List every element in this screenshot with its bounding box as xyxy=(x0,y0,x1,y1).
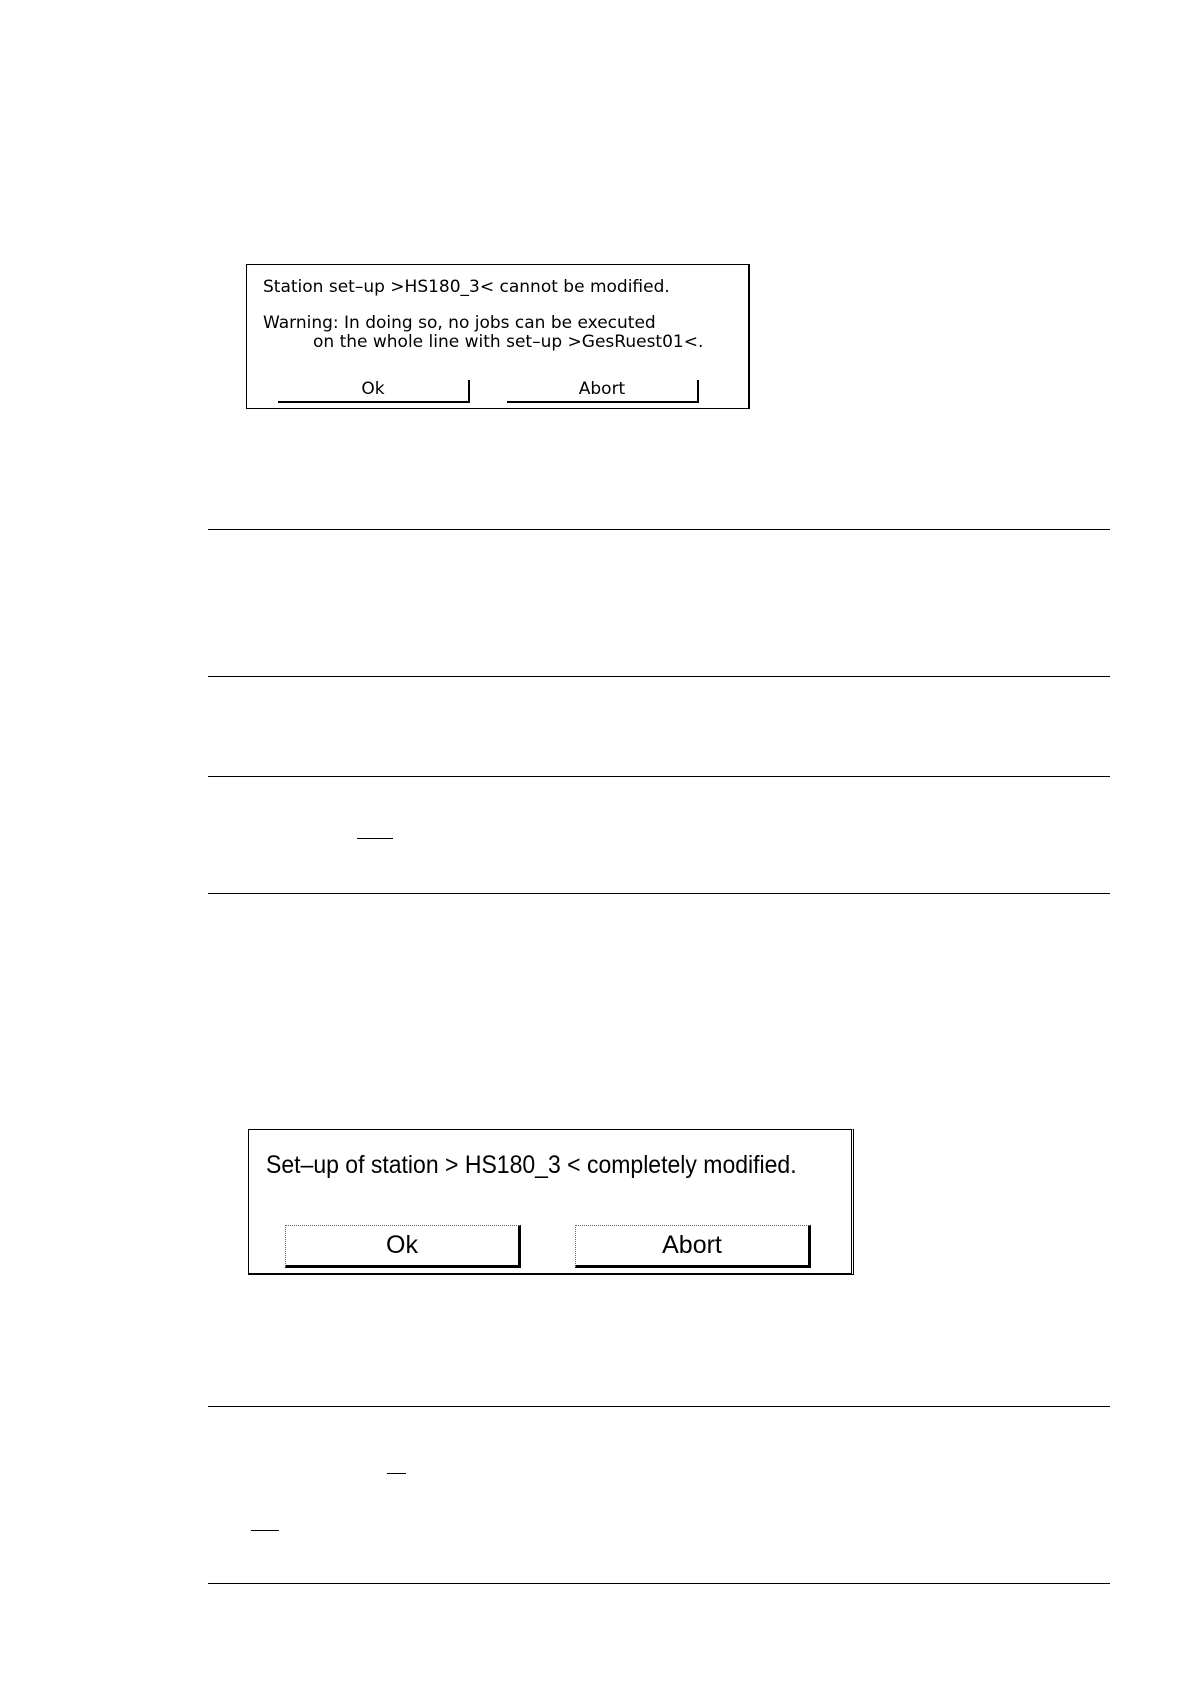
underline-mark xyxy=(251,1530,279,1531)
divider-2 xyxy=(208,676,1110,677)
ok-button[interactable]: Ok xyxy=(285,1225,521,1268)
divider-3 xyxy=(208,776,1110,777)
ok-button[interactable]: Ok xyxy=(278,380,470,403)
dialog-message: Set–up of station > HS180_3 < completely modified. xyxy=(266,1151,797,1179)
completely-modified-dialog xyxy=(248,1129,854,1275)
divider-5 xyxy=(208,1406,1110,1407)
warning-line-2: on the whole line with set–up >GesRuest01<. xyxy=(313,332,704,352)
abort-button[interactable]: Abort xyxy=(575,1225,811,1268)
divider-1 xyxy=(208,529,1110,530)
abort-button[interactable]: Abort xyxy=(507,380,699,403)
divider-4 xyxy=(208,893,1110,894)
underline-mark xyxy=(357,838,393,839)
divider-6 xyxy=(208,1583,1110,1584)
cannot-modify-dialog xyxy=(246,264,750,409)
warning-line-1: Warning: In doing so, no jobs can be executed xyxy=(263,313,656,333)
dialog-message: Station set–up >HS180_3< cannot be modified. xyxy=(263,277,670,297)
underline-mark xyxy=(387,1473,406,1474)
